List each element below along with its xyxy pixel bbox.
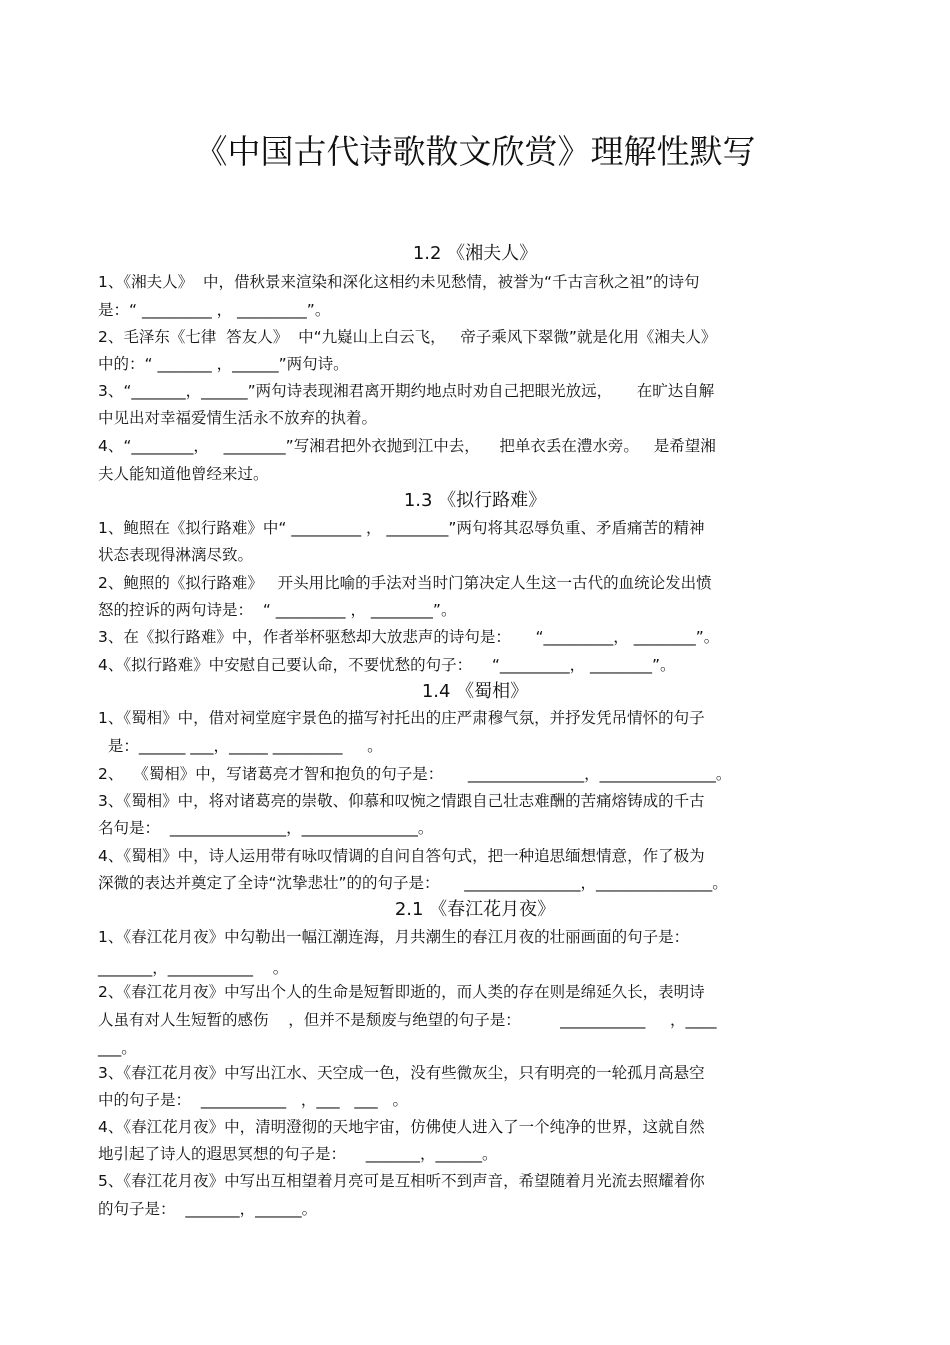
question-line: 地引起了诗人的遐思冥想的句子是： _______，______。 — [98, 1145, 498, 1163]
question-line: 3、在《拟行路难》中，作者举杯驱愁却大放悲声的诗句是： “_________， ________”。 — [98, 628, 720, 646]
question-line: 夫人能知道他曾经来过。 — [98, 465, 269, 483]
section-heading-xiangfuren: 1.2 《湘夫人》 — [412, 243, 538, 264]
question-line: 中见出对幸福爱情生活永不放弃的执着。 — [98, 409, 378, 427]
question-line: 名句是： _______________，_______________。 — [98, 819, 434, 837]
section-heading-shuxiang: 1.4 《蜀相》 — [421, 681, 529, 702]
question-line: 3、《春江花月夜》中写出江水、天空成一色，没有些微灰尘，只有明亮的一轮孤月高悬空 — [98, 1064, 705, 1082]
question-line: 4、“________， ________”写湘君把外衣抛到江中去， 把单衣丢在澧水旁。 是希望湘 — [98, 437, 716, 455]
question-line: 4、《蜀相》中，诗人运用带有咏叹情调的自问自答句式，把一种追思缅想情意，作了极为 — [98, 847, 705, 865]
question-line: 3、“_______，______”两句诗表现湘君离开期约地点时劝自己把眼光放远， 在旷达自解 — [98, 382, 715, 400]
question-line: 1、《春江花月夜》中勾勒出一幅江潮连海，月共潮生的春江月夜的壮丽画面的句子是： — [98, 928, 690, 946]
question-line: 5、《春江花月夜》中写出互相望着月亮可是互相听不到声音，希望随着月光流去照耀着你 — [98, 1172, 705, 1190]
question-line: 1、《湘夫人》 中，借秋景来渲染和深化这相约未见愁情，被誉为“千古言秋之祖”的诗句 — [98, 273, 700, 291]
question-line: 中的句子是： ___________ ，___ ___ 。 — [98, 1091, 408, 1109]
question-line: 3、《蜀相》中，将对诸葛亮的崇敬、仰慕和叹惋之情跟自己壮志难酬的苦痛熔铸成的千古 — [98, 792, 705, 810]
question-line: 4、《春江花月夜》中，清明澄彻的天地宇宙，仿佛使人进入了一个纯净的世界，这就自然 — [98, 1118, 705, 1136]
question-line: 2、鲍照的《拟行路难》 开头用比喻的手法对当时门第决定人生这一古代的血统论发出愤 — [98, 574, 712, 592]
question-line: 深微的表达并奠定了全诗“沈挚悲壮”的的句子是： _______________，_______________。 — [98, 874, 728, 892]
question-line: 1、《蜀相》中，借对祠堂庭宇景色的描写衬托出的庄严肃穆气氛，并抒发凭吊情怀的句子 — [98, 709, 705, 727]
section-heading-chunjianghuayueye: 2.1 《春江花月夜》 — [394, 899, 556, 920]
question-line: ___。 — [98, 1039, 137, 1057]
question-line: 2、毛泽东《七律 答友人》 中“九嶷山上白云飞， 帝子乘风下翠微”就是化用《湘夫人》 — [98, 328, 717, 346]
question-line: 状态表现得淋漓尽致。 — [98, 546, 254, 564]
question-line: 中的：“ _______ ，______”两句诗。 — [98, 355, 349, 373]
question-line: _______，___________ 。 — [98, 959, 289, 977]
question-line: 的句子是： _______，______。 — [98, 1200, 318, 1218]
question-line: 2、《春江花月夜》中写出个人的生命是短暂即逝的，而人类的存在则是绵延久长，表明诗 — [98, 983, 705, 1001]
question-line: 1、鲍照在《拟行路难》中“ _________ ， ________”两句将其忍辱负重、矛盾痛苦的精神 — [98, 519, 705, 537]
question-line: 是：“ _________ ， _________”。 — [98, 301, 331, 319]
question-line: 人虽有对人生短暂的感伤 ，但并不是颓废与绝望的句子是： ___________ ，____ — [98, 1011, 717, 1029]
question-line: 2、 《蜀相》中，写诸葛亮才智和抱负的句子是： _______________，_______________。 — [98, 765, 732, 783]
question-line: 是：______ ___，_____ _________ 。 — [98, 737, 383, 755]
question-line: 4、《拟行路难》中安慰自己要认命，不要忧愁的句子： “_________， ________”。 — [98, 656, 676, 674]
section-heading-nixinglunan: 1.3 《拟行路难》 — [403, 490, 547, 511]
question-line: 怒的控诉的两句诗是： “ _________ ， ________”。 — [98, 601, 457, 619]
page-title: 《中国古代诗歌散文欣赏》理解性默写 — [194, 132, 756, 171]
